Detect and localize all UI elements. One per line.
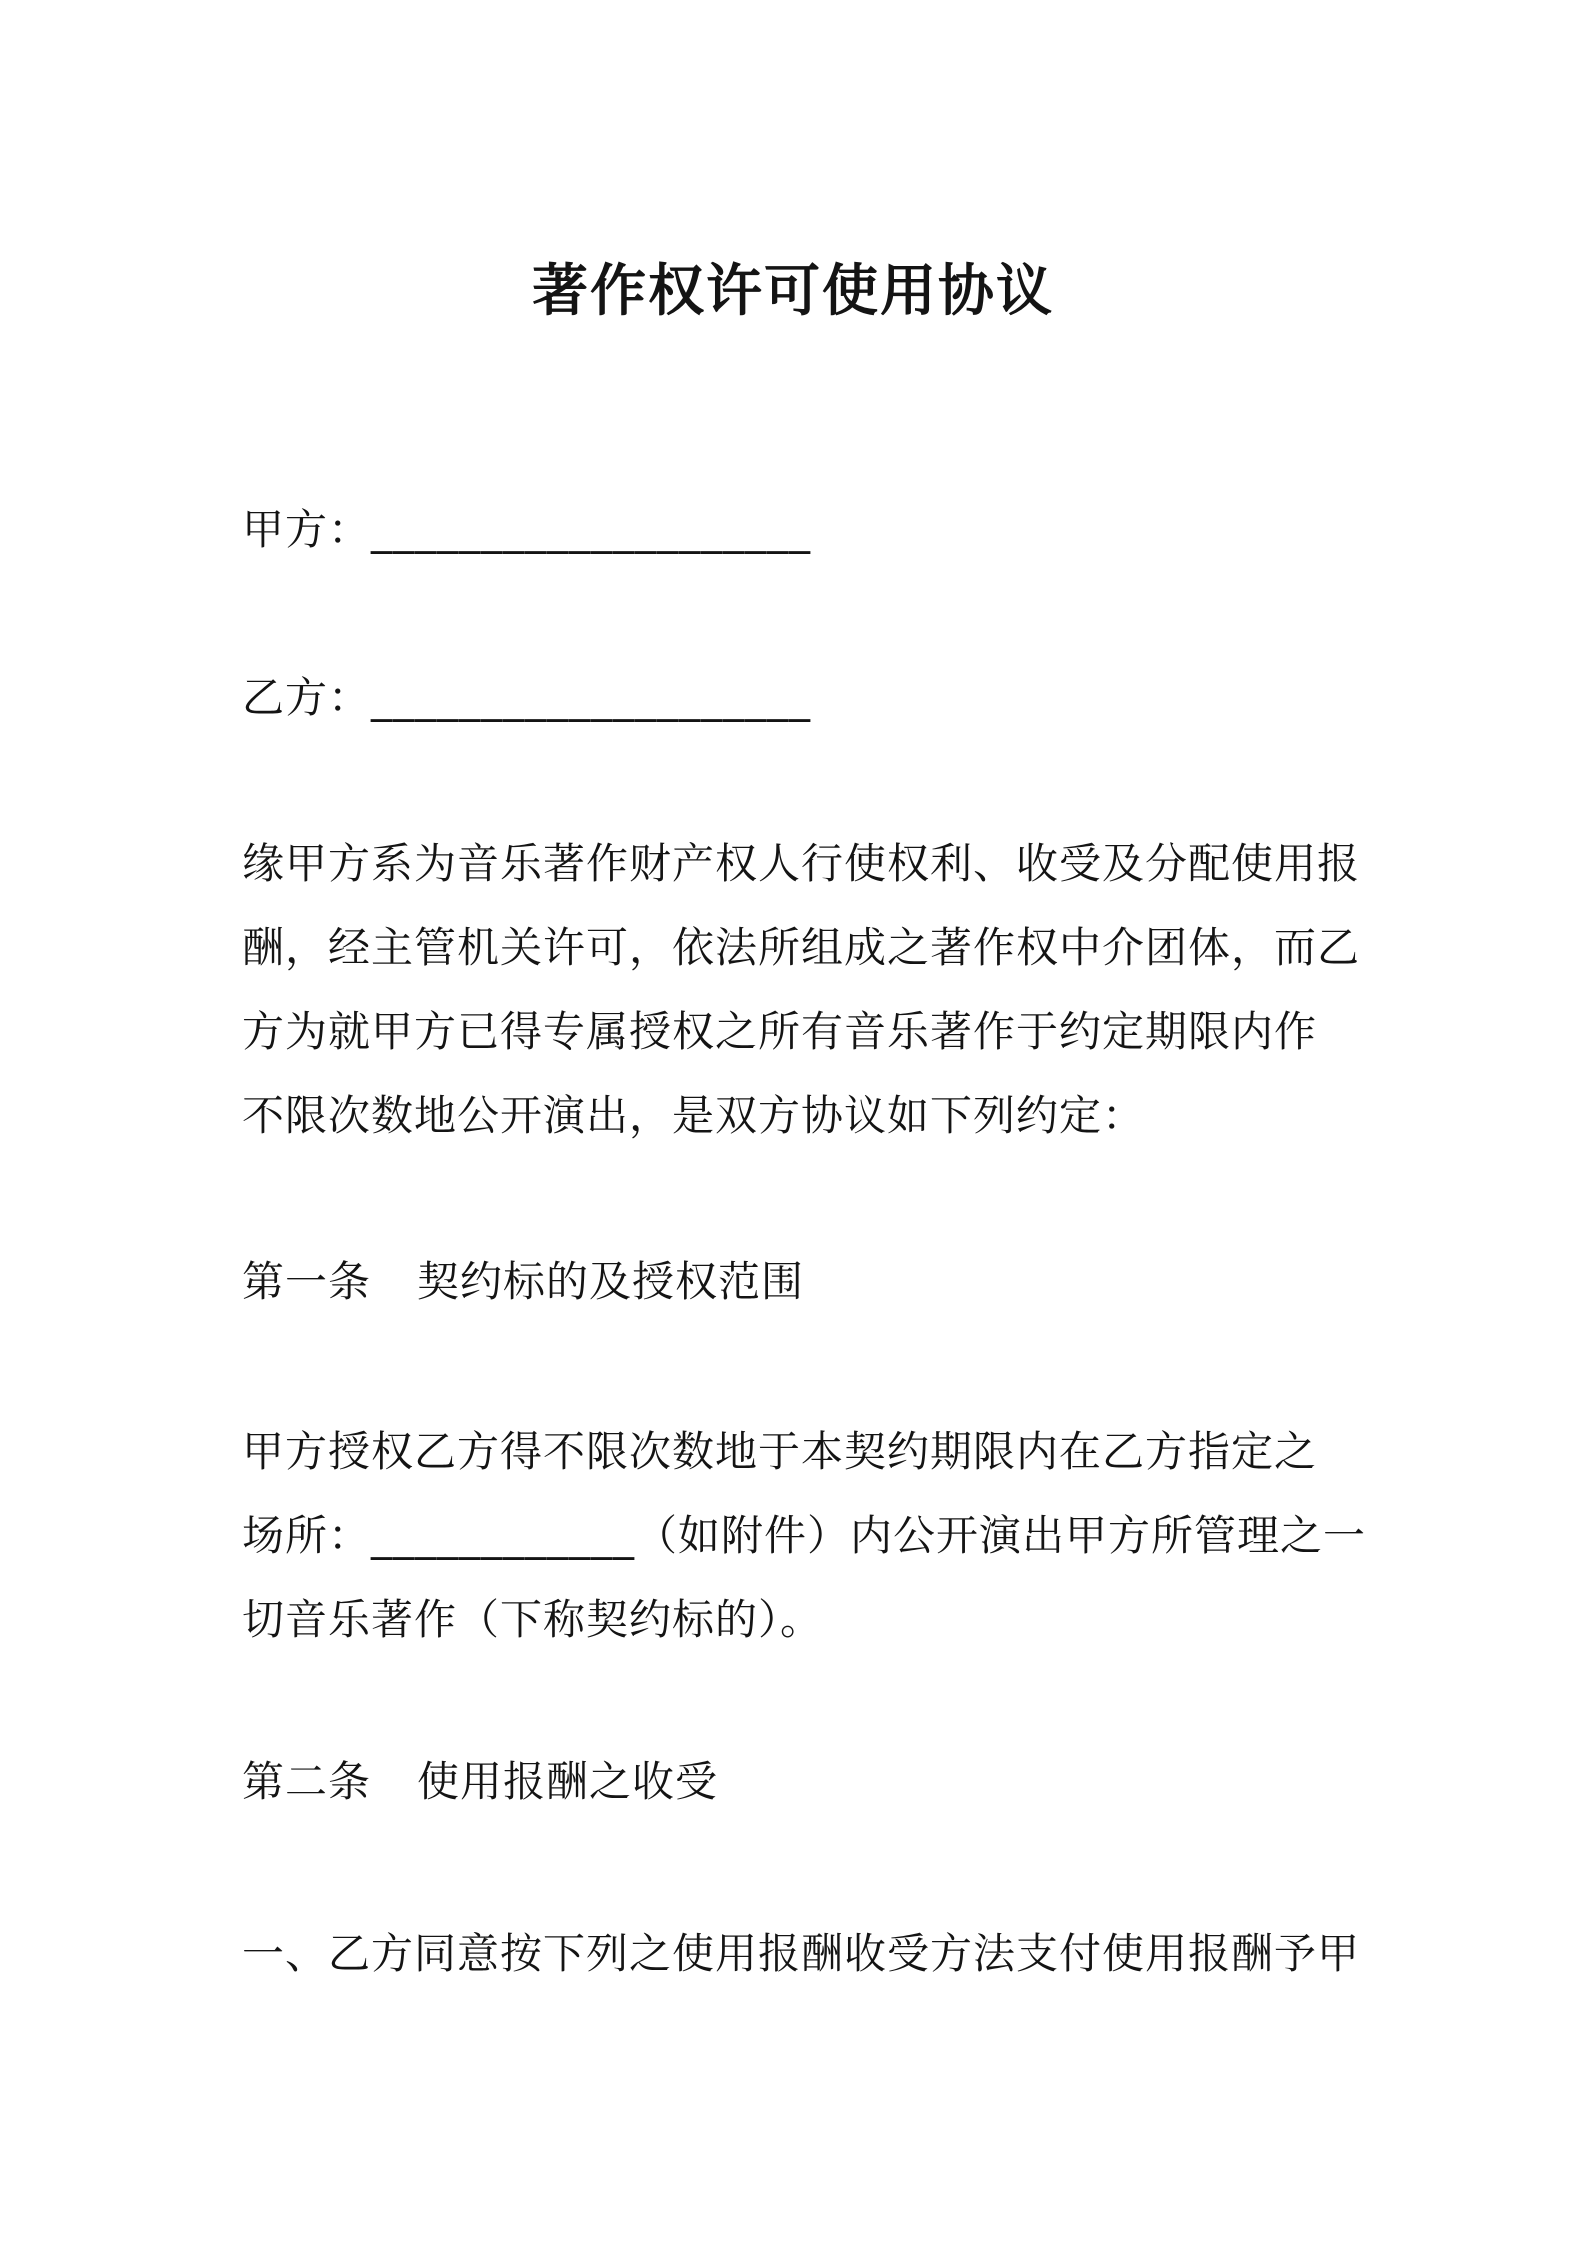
article-2-number: 第二条 bbox=[242, 1757, 372, 1806]
article-2-line: 一、乙方同意按下列之使用报酬收受方法支付使用报酬予甲 bbox=[242, 1929, 1361, 1978]
intro-line: 不限次数地公开演出，是双方协议如下列约定： bbox=[242, 1091, 1146, 1140]
article-2-heading bbox=[242, 1752, 1362, 1812]
intro-line: 酬，经主管机关许可，依法所组成之著作权中介团体，而乙 bbox=[242, 923, 1361, 972]
intro-line: 缘甲方系为音乐著作财产权人行使权利、收受及分配使用报 bbox=[242, 839, 1361, 888]
intro-paragraph bbox=[242, 822, 1361, 1158]
party-b-line: 乙方：____________________ bbox=[242, 673, 812, 722]
article-1-heading bbox=[242, 1252, 1362, 1312]
article-1-line: 切音乐著作（下称契约标的）。 bbox=[242, 1595, 824, 1644]
party-a-line: 甲方：____________________ bbox=[242, 505, 812, 554]
article-2-paragraph bbox=[242, 1912, 1361, 1996]
article-2-title: 使用报酬之收受 bbox=[417, 1757, 719, 1806]
intro-line: 方为就甲方已得专属授权之所有音乐著作于约定期限内作 bbox=[242, 1007, 1318, 1056]
document-title: 著作权许可使用协议 bbox=[532, 259, 1054, 324]
article-1-line: 场所：____________（如附件）内公开演出甲方所管理之一 bbox=[242, 1511, 1367, 1560]
article-1-title: 契约标的及授权范围 bbox=[417, 1257, 805, 1306]
article-1-paragraph bbox=[242, 1410, 1367, 1662]
article-1-number: 第一条 bbox=[242, 1257, 372, 1306]
article-1-line: 甲方授权乙方得不限次数地于本契约期限内在乙方指定之 bbox=[242, 1427, 1318, 1476]
